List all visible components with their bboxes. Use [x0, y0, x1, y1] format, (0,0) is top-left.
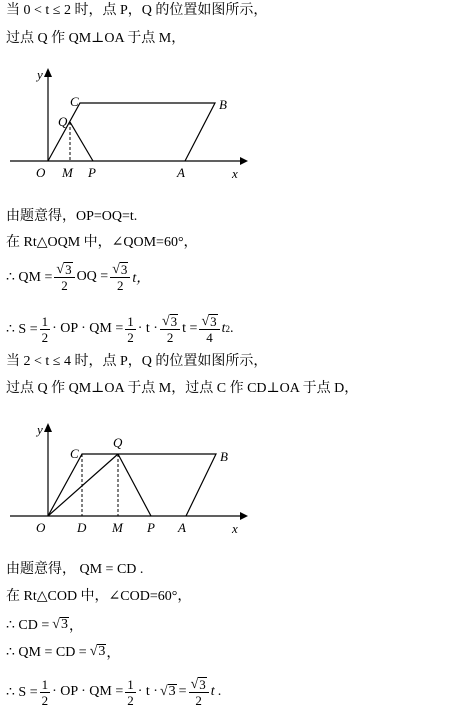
label-c: C — [70, 94, 79, 109]
figure-2 — [0, 415, 260, 540]
exponent: 2 — [225, 324, 231, 334]
part1-step3-suffix: t， — [132, 271, 151, 286]
part2-heading-line2: 过点 Q 作 QM⊥OA 于点 M，过点 C 作 CD⊥OA 于点 D， — [6, 381, 359, 396]
one-half: $\frac{1}{2}$ — [127, 313, 134, 345]
part1-heading-line1: 当 0 < t ≤ 2 时，点 P，Q 的位置如图所示， — [6, 3, 268, 18]
sqrt3-over-2: √ 3 2 — [189, 676, 209, 708]
label-o: O — [36, 165, 46, 180]
label-p: P — [88, 165, 96, 180]
part2-step5-prefix: ∴ S = — [6, 684, 38, 700]
label-x: x — [232, 521, 238, 536]
x-axis-arrow — [240, 512, 248, 520]
y-axis-arrow — [44, 68, 52, 77]
parallelogram — [48, 454, 216, 516]
part1-step4-part-a: · OP · QM = — [52, 321, 124, 336]
label-m: M — [112, 520, 123, 535]
segment-qp — [70, 122, 93, 161]
segment-oq — [48, 454, 118, 516]
part2-step4 — [6, 632, 120, 672]
label-o: O — [36, 520, 46, 535]
sqrt3-over-2: √ 3 2 — [110, 261, 130, 293]
label-q: Q — [113, 435, 123, 450]
label-y: y — [37, 422, 43, 437]
part2-step4-suffix: ， — [106, 646, 121, 661]
sqrt3: √ 3 — [52, 617, 68, 632]
label-a: A — [178, 520, 186, 535]
figure-1 — [0, 60, 260, 185]
part2-step5 — [6, 672, 222, 712]
sqrt3: √ 3 — [159, 684, 176, 699]
label-a: A — [177, 165, 185, 180]
label-q: Q — [58, 114, 68, 129]
label-d: D — [77, 520, 87, 535]
part1-step4-part-c: t = — [182, 321, 198, 336]
part1-heading-line2: 过点 Q 作 QM⊥OA 于点 M， — [6, 31, 186, 46]
label-p: P — [147, 520, 155, 535]
part1-step3 — [6, 257, 150, 297]
part2-step2: 在 Rt△COD 中，∠COD=60°， — [6, 589, 192, 604]
part1-step4-end: . — [230, 321, 234, 336]
part2-step3-prefix: ∴ CD = — [6, 617, 50, 633]
y-axis-arrow — [44, 423, 52, 432]
x-axis-arrow — [240, 157, 248, 165]
part2-step5-part-a: · OP · QM = — [52, 684, 124, 699]
part1-step4 — [6, 309, 234, 349]
part2-step3-suffix: ， — [68, 619, 83, 634]
segment-qp — [118, 454, 151, 516]
label-m: M — [62, 165, 73, 180]
part1-step4-prefix: ∴ S = — [6, 321, 38, 337]
sqrt3-over-4: √ 3 4 — [199, 313, 219, 345]
part1-step3-prefix: ∴ QM = — [6, 269, 53, 285]
label-b: B — [219, 97, 227, 112]
label-b: B — [220, 449, 228, 464]
part1-step4-part-b: · t · — [137, 321, 158, 336]
parallelogram — [48, 103, 215, 161]
part2-step5-part-b: · t · — [137, 684, 158, 699]
part1-step4-suffix: t — [221, 321, 226, 336]
sqrt3-over-2: √ 3 2 — [160, 313, 180, 345]
sqrt3-over-2: √ 3 2 — [54, 261, 74, 293]
part2-step1: 由题意得， QM = CD . — [6, 562, 144, 577]
label-c: C — [70, 446, 79, 461]
part2-heading-line1: 当 2 < t ≤ 4 时，点 P，Q 的位置如图所示， — [6, 354, 268, 369]
part2-step4-prefix: ∴ QM = CD = — [6, 644, 87, 660]
one-half: $\frac{1}{2}$ — [41, 676, 49, 708]
part1-step1: 由题意得，OP=OQ=t. — [6, 209, 138, 224]
one-half: $\frac{1}{2}$ — [127, 676, 134, 708]
one-half: $\frac{1}{2}$ — [41, 313, 49, 345]
part2-step5-part-c: = — [178, 684, 187, 699]
label-x: x — [232, 166, 238, 181]
label-y: y — [37, 67, 43, 82]
part1-step3-mid: OQ = — [76, 269, 109, 284]
part1-step2: 在 Rt△OQM 中，∠QOM=60°， — [6, 235, 198, 250]
sqrt3: √ 3 — [89, 644, 106, 659]
part2-step5-suffix: t . — [210, 684, 222, 699]
